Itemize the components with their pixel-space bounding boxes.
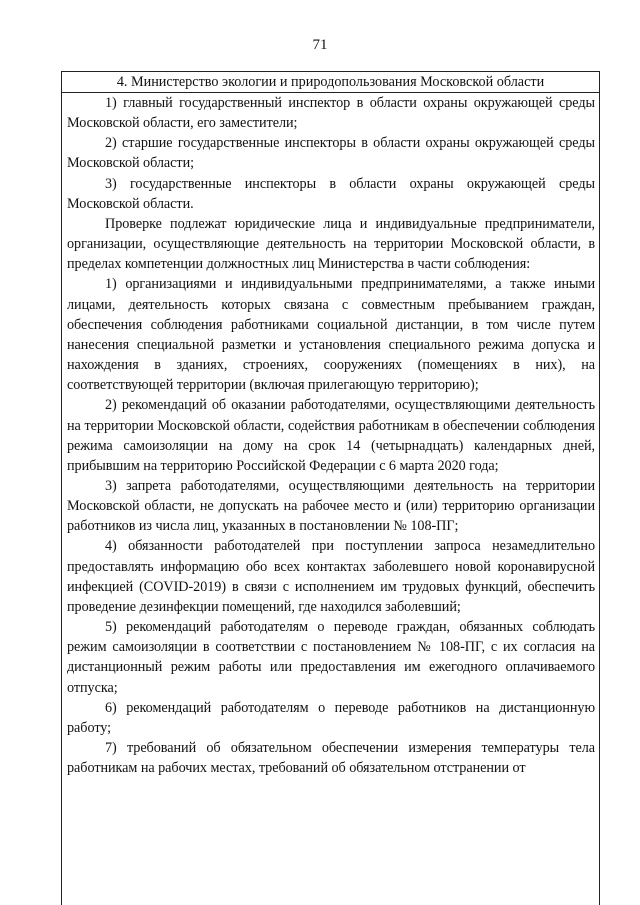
paragraph-self-isolation: 2) рекомендаций об оказании работодателями, осуществляющими деятельность на территории Московской области, содействия работникам в обеспечении соблюдения режима самоизоляции на дому на срок 14 (четырнадцать) календарных дней, прибывшим на территорию Российской Федерации с 6 марта 2020 года; [67, 397, 595, 474]
paragraph-senior-inspectors: 2) старшие государственные инспекторы в области охраны окружающей среды Московской области; [67, 135, 595, 172]
section-body [62, 93, 599, 778]
paragraph-remote-work: 6) рекомендаций работодателям о переводе работников на дистанционную работу; [67, 699, 595, 736]
paragraph-contact-info: 4) обязанности работодателей при поступлении запроса незамедлительно предоставлять информацию обо всех контактах заболевшего новой коронавирусной инфекцией (COVID-2019) в связи с исполнением им трудовых функций, обеспечить проведение дезинфекции помещений, где находился заболевший; [67, 538, 595, 615]
page-number: 71 [312, 37, 328, 53]
paragraph-temperature: 7) требований об обязательном обеспечении измерения температуры тела работникам на рабочих местах, требований об обязательном отстранении от [67, 740, 595, 777]
document-table [61, 71, 600, 905]
paragraph-remote-transfer: 5) рекомендаций работодателям о переводе граждан, обязанных соблюдать режим самоизоляции в соответствии с постановлением № 108-ПГ, с их согласия на дистанционный режим работы или предоставления им ежегодного оплачиваемого отпуска; [67, 619, 595, 696]
paragraph-inspection-scope: Проверке подлежат юридические лица и индивидуальные предприниматели, организации, осуществляющие деятельность на территории Московской области, в пределах компетенции должностных лиц Министерства в части соблюдения: [67, 215, 595, 273]
section-heading: 4. Министерство экологии и природопользования Московской области [62, 72, 599, 93]
paragraph-social-distance: 1) организациями и индивидуальными предпринимателями, а также иными лицами, деятельность которых связана с совместным пребыванием граждан, обеспечения соблюдения работниками социальной дистанции, в том числе путем нанесения специальной разметки и установления специального режима допуска и нахождения в зданиях, строениях, сооружениях (помещениях в них), на соответствующей территории (включая прилегающую территорию); [67, 276, 595, 394]
paragraph-inspectors: 3) государственные инспекторы в области охраны окружающей среды Московской области. [67, 175, 595, 212]
paragraph-workplace-ban: 3) запрета работодателями, осуществляющими деятельность на территории Московской области, не допускать на рабочее место и (или) территорию организации работников из числа лиц, указанных в постановлении № 108-ПГ; [67, 477, 595, 535]
paragraph-chief-inspector: 1) главный государственный инспектор в области охраны окружающей среды Московской области, его заместители; [67, 95, 595, 132]
